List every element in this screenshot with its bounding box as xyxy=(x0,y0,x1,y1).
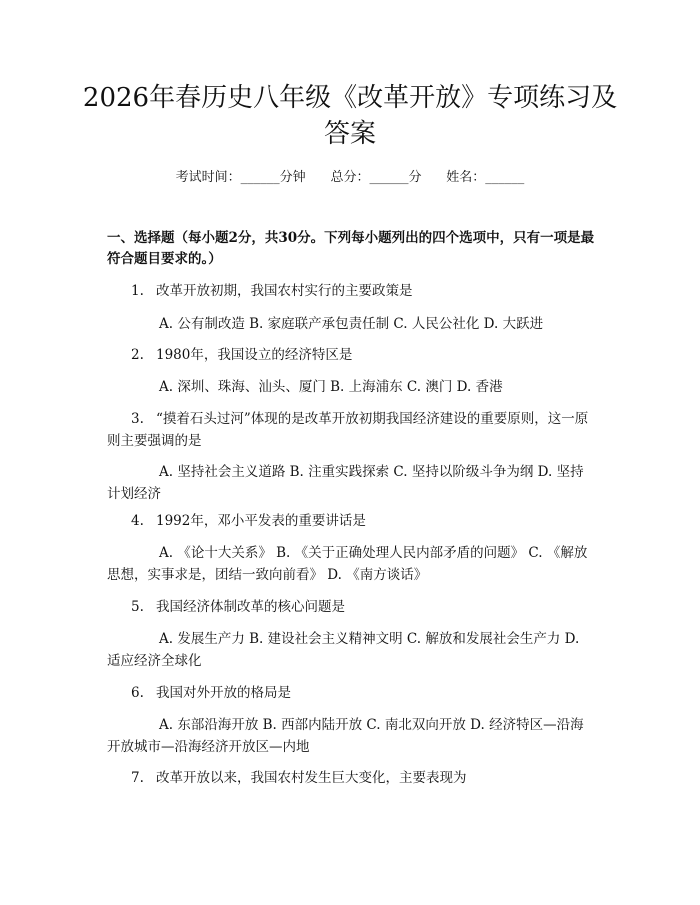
question-number: 2. xyxy=(131,347,144,363)
question-2-options: A. 深圳、珠海、汕头、厦门 B. 上海浦东 C. 澳门 D. 香港 xyxy=(159,379,503,395)
page-title: 2026年春历史八年级《改革开放》专项练习及答案 xyxy=(82,83,618,149)
question-5 xyxy=(107,596,597,618)
question-5-options: A. 发展生产力 B. 建设社会主义精神文明 C. 解放和发展社会生产力 D. 适应经济全球化 xyxy=(107,631,580,669)
exam-time-label: 考试时间：______分钟 xyxy=(175,170,306,185)
question-number: 5. xyxy=(131,599,144,615)
question-1-options: A. 公有制改造 B. 家庭联产承包责任制 C. 人民公社化 D. 大跃进 xyxy=(159,316,544,332)
question-number: 6. xyxy=(131,685,144,701)
student-name-label: 姓名：______ xyxy=(446,170,525,185)
question-2 xyxy=(107,344,597,366)
question-stem: “摸着石头过河”体现的是改革开放初期我国经济建设的重要原则，这一原则主要强调的是 xyxy=(107,411,589,449)
question-number: 3. xyxy=(131,411,144,427)
question-1 xyxy=(107,280,597,302)
question-3 xyxy=(107,408,597,452)
question-4-options: A. 《论十大关系》 B. 《关于正确处理人民内部矛盾的问题》 C. 《解放思想，实事求是，团结一致向前看》 D. 《南方谈话》 xyxy=(107,545,588,583)
question-3-options: A. 坚持社会主义道路 B. 注重实践探索 C. 坚持以阶级斗争为纲 D. 坚持计划经济 xyxy=(107,464,584,502)
total-score-label: 总分：______分 xyxy=(330,170,422,185)
question-number: 4. xyxy=(131,513,144,529)
question-4 xyxy=(107,510,597,532)
question-number: 7. xyxy=(131,770,144,786)
question-number: 1. xyxy=(131,283,144,299)
question-stem: 1980年，我国设立的经济特区是 xyxy=(156,347,353,363)
question-6-options: A. 东部沿海开放 B. 西部内陆开放 C. 南北双向开放 D. 经济特区—沿海开放城市—沿海经济开放区—内地 xyxy=(107,717,584,755)
section-heading: 一、选择题（每小题2分，共30分。下列每小题列出的四个选项中，只有一项是最符合题目要求的。） xyxy=(107,230,595,267)
question-stem: 改革开放以来，我国农村发生巨大变化，主要表现为 xyxy=(156,770,467,786)
question-6 xyxy=(107,682,597,704)
question-stem: 1992年，邓小平发表的重要讲话是 xyxy=(156,513,366,529)
question-stem: 我国经济体制改革的核心问题是 xyxy=(156,599,345,615)
question-stem: 我国对外开放的格局是 xyxy=(156,685,291,701)
exam-meta xyxy=(0,168,700,188)
question-7 xyxy=(107,767,597,789)
question-stem: 改革开放初期，我国农村实行的主要政策是 xyxy=(156,283,413,299)
